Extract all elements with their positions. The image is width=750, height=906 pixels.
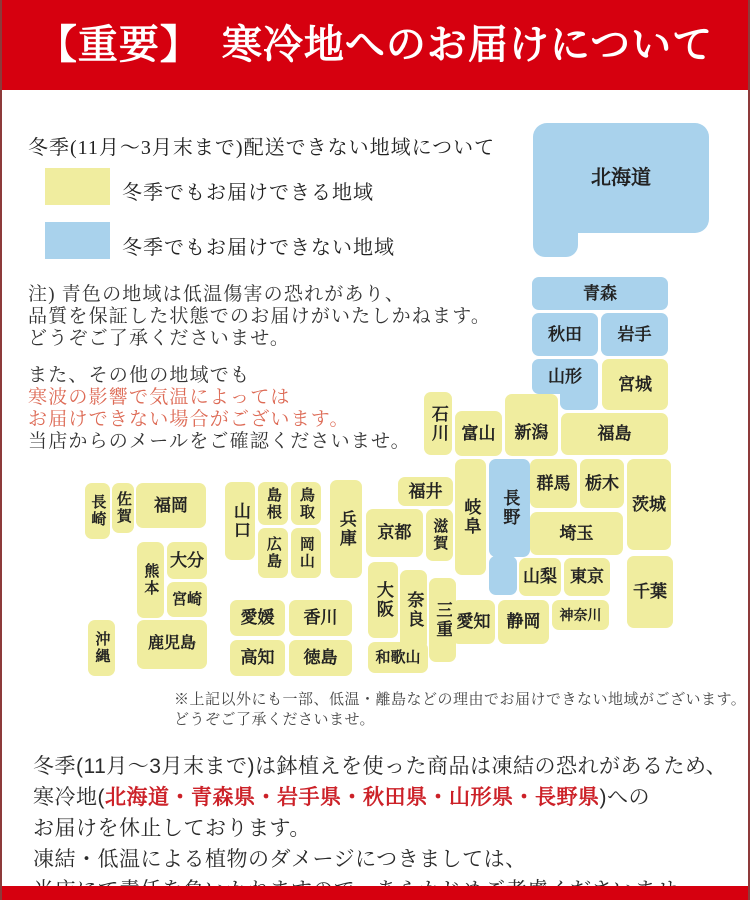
map-tile-hyogo bbox=[330, 480, 362, 578]
prefecture-label: 沖縄 bbox=[93, 631, 111, 665]
map-tile-wakayama bbox=[368, 642, 428, 673]
prefecture-label: 山口 bbox=[230, 502, 250, 540]
prefecture-label: 栃木 bbox=[585, 473, 619, 493]
legend-label-deliverable: 冬季でもお届けできる地域 bbox=[122, 182, 374, 204]
bottom-red-bar bbox=[0, 886, 750, 900]
prefecture-label: 千葉 bbox=[633, 582, 667, 602]
legend-intro: 冬季(11月〜3月末まで)配送できない地域について bbox=[28, 137, 496, 159]
map-tile-gunma bbox=[530, 459, 577, 508]
map-tile-yamanashi bbox=[519, 558, 561, 596]
map-tile-kyoto bbox=[366, 509, 423, 557]
prefecture-label: 奈良 bbox=[404, 591, 424, 629]
prefecture-label: 山梨 bbox=[523, 567, 557, 587]
map-tile-yamaguchi bbox=[225, 482, 255, 560]
map-tile-tottori bbox=[291, 482, 321, 525]
footer-notice bbox=[33, 751, 727, 906]
map-tile-toyama bbox=[455, 411, 502, 456]
map-tile-aichi bbox=[452, 600, 495, 644]
map-tile-kagawa bbox=[289, 600, 352, 636]
map-tile-fukui bbox=[398, 477, 453, 506]
note-line: 品質を保証した状態でのお届けがいたしかねます。 bbox=[28, 306, 492, 327]
prefecture-label: 群馬 bbox=[536, 473, 571, 493]
map-tile-shimane bbox=[258, 482, 288, 525]
prefecture-label: 秋田 bbox=[548, 324, 582, 344]
prefecture-label: 兵庫 bbox=[336, 510, 356, 548]
prefecture-label: 埼玉 bbox=[559, 523, 594, 543]
prefecture-label: 三重 bbox=[433, 601, 453, 639]
footer-line: 凍結・低温による植物のダメージにつきましては、 bbox=[33, 848, 527, 871]
map-tile-okayama bbox=[291, 528, 321, 578]
note-line: 注) 青色の地域は低温傷害の恐れがあり、 bbox=[28, 284, 406, 305]
prefecture-label: 京都 bbox=[377, 523, 412, 543]
prefecture-label: 長野 bbox=[500, 489, 520, 527]
map-tile-tokyo bbox=[564, 558, 610, 596]
map-tile-oita bbox=[167, 542, 207, 579]
map-tile-fukuoka bbox=[136, 483, 206, 528]
prefecture-label: 福岡 bbox=[154, 495, 188, 515]
prefecture-label: 神奈川 bbox=[559, 606, 602, 623]
map-tile-aomori bbox=[532, 277, 668, 310]
legend-label-not-deliverable: 冬季でもお届けできない地域 bbox=[122, 237, 395, 259]
map-tile-shiga bbox=[426, 509, 453, 561]
prefecture-label: 富山 bbox=[461, 423, 496, 443]
map-tile-tokushima bbox=[289, 640, 352, 676]
map-tile-niigata bbox=[505, 394, 558, 456]
map-tile-miyagi bbox=[602, 359, 668, 410]
map-tile-ibaraki bbox=[627, 459, 671, 550]
map-tile-saitama bbox=[530, 512, 623, 555]
note-line-warning: 寒波の影響で気温によっては bbox=[28, 387, 291, 408]
prefecture-label: 佐賀 bbox=[114, 491, 132, 525]
prefecture-label: 鳥取 bbox=[297, 486, 315, 521]
prefecture-label: 大阪 bbox=[373, 581, 393, 619]
map-tile-kochi bbox=[230, 640, 285, 676]
map-footnote bbox=[174, 690, 746, 730]
note-line: また、その他の地域でも bbox=[28, 365, 251, 386]
prefecture-label: 東京 bbox=[570, 567, 604, 587]
map-tile-nara bbox=[400, 570, 427, 650]
prefecture-label: 愛知 bbox=[456, 612, 491, 632]
prefecture-label: 広島 bbox=[264, 536, 282, 570]
footer-line: お届けを休止しております。 bbox=[33, 817, 311, 840]
prefecture-label: 滋賀 bbox=[431, 518, 449, 552]
page-title: 【重要】 寒冷地へのお届けについて bbox=[36, 23, 714, 67]
prefecture-label: 愛媛 bbox=[240, 608, 275, 628]
prefecture-label: 岡山 bbox=[297, 536, 315, 570]
footer-line: 寒冷地( bbox=[33, 786, 105, 809]
footer-line: 冬季(11月〜3月末まで)は鉢植えを使った商品は凍結の恐れがあるため、 bbox=[33, 755, 728, 778]
note-line: どうぞご了承くださいませ。 bbox=[28, 328, 291, 349]
note-line: 当店からのメールをご確認くださいませ。 bbox=[28, 431, 411, 452]
prefecture-label: 宮城 bbox=[618, 374, 652, 394]
map-tile-kumamoto bbox=[137, 542, 164, 618]
prefecture-label: 長崎 bbox=[89, 494, 107, 528]
map-tile-kanagawa bbox=[552, 600, 609, 630]
note-line-warning: お届けできない場合がございます。 bbox=[28, 409, 350, 430]
map-tile-tochigi bbox=[580, 459, 624, 508]
prefecture-label: 山形 bbox=[548, 366, 582, 386]
map-shape-extension bbox=[489, 556, 517, 595]
footnote-line: どうぞご了承くださいませ。 bbox=[174, 712, 376, 728]
prefecture-label: 福井 bbox=[408, 481, 443, 501]
prefecture-label: 徳島 bbox=[303, 648, 338, 668]
prefecture-label: 熊本 bbox=[142, 563, 160, 597]
map-tile-hiroshima bbox=[258, 528, 288, 578]
map-tile-miyazaki bbox=[167, 582, 207, 617]
map-tile-nagasaki bbox=[85, 483, 110, 539]
prefecture-label: 岐阜 bbox=[461, 498, 481, 536]
map-tile-akita bbox=[532, 313, 598, 356]
footer-line: )への bbox=[599, 786, 650, 809]
prefecture-label: 茨城 bbox=[632, 494, 666, 514]
prefecture-label: 高知 bbox=[240, 648, 275, 668]
footnote-line: ※上記以外にも一部、低温・離島などの理由でお届けできない地域がございます。 bbox=[174, 692, 747, 708]
prefecture-label: 福島 bbox=[597, 424, 632, 444]
prefecture-label: 宮崎 bbox=[171, 590, 202, 608]
map-tile-okinawa bbox=[88, 620, 115, 676]
map-tile-ehime bbox=[230, 600, 285, 636]
map-tile-iwate bbox=[601, 313, 668, 356]
map-tile-hokkaido bbox=[533, 123, 709, 233]
map-tile-ishikawa bbox=[424, 392, 452, 455]
prefecture-label: 島根 bbox=[264, 486, 282, 521]
prefecture-label: 和歌山 bbox=[375, 648, 421, 666]
cold-region-list: 北海道・青森県・岩手県・秋田県・山形県・長野県 bbox=[105, 786, 600, 809]
prefecture-label: 新潟 bbox=[514, 423, 549, 443]
map-tile-gifu bbox=[455, 459, 486, 575]
map-tile-chiba bbox=[627, 556, 673, 628]
map-tile-fukushima bbox=[561, 413, 668, 455]
prefecture-label: 鹿児島 bbox=[147, 635, 196, 653]
map-tile-kagoshima bbox=[137, 620, 207, 669]
prefecture-label: 香川 bbox=[303, 608, 338, 628]
map-tile-osaka bbox=[368, 562, 398, 638]
prefecture-label: 岩手 bbox=[617, 324, 652, 344]
prefecture-label: 静岡 bbox=[506, 612, 541, 632]
prefecture-label: 石川 bbox=[428, 404, 448, 443]
map-tile-yamagata bbox=[532, 359, 598, 394]
prefecture-label: 大分 bbox=[170, 550, 204, 570]
prefecture-label: 北海道 bbox=[591, 166, 651, 189]
map-tile-saga bbox=[112, 483, 134, 533]
map-tile-shizuoka bbox=[498, 600, 549, 644]
prefecture-label: 青森 bbox=[583, 283, 617, 303]
map-tile-nagano bbox=[489, 459, 530, 557]
